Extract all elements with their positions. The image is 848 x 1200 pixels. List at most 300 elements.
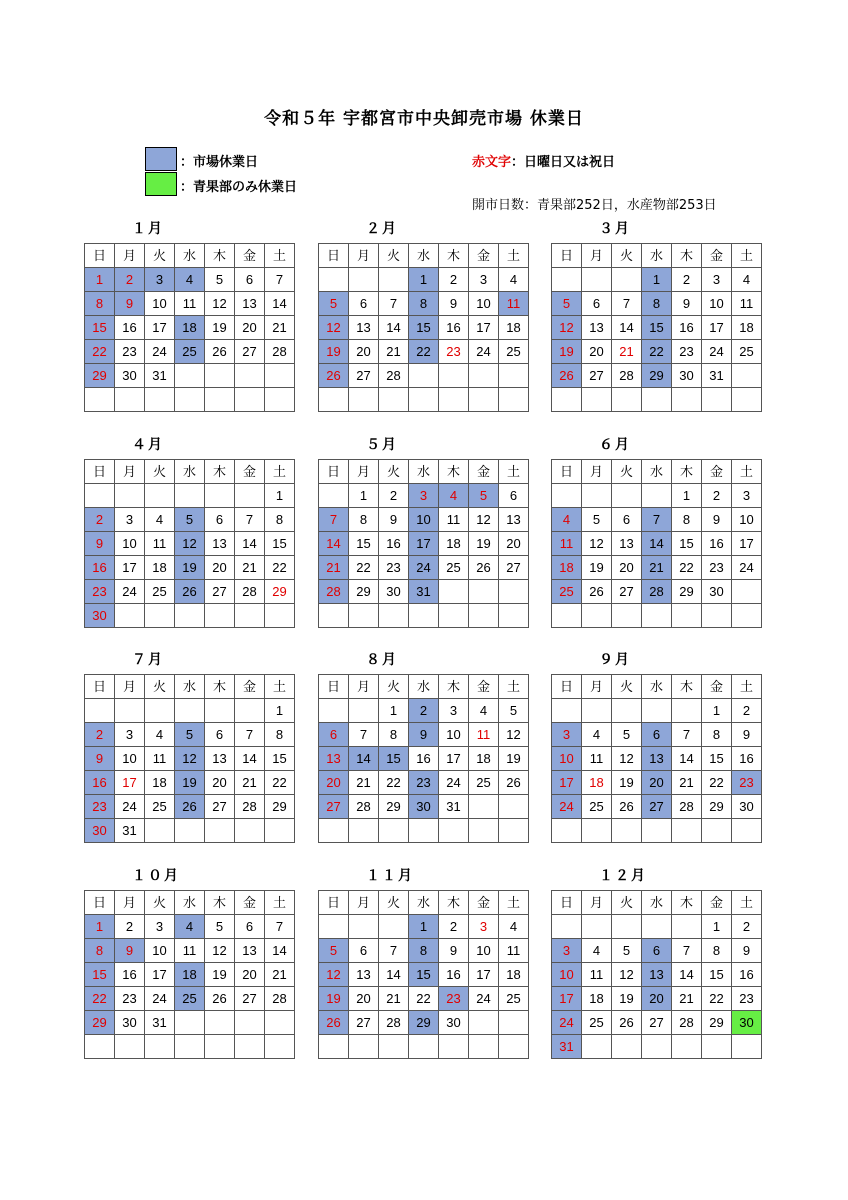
day-cell: 15 [672, 532, 702, 556]
day-cell: 26 [582, 580, 612, 604]
day-cell: 18 [582, 987, 612, 1011]
empty-cell [439, 580, 469, 604]
empty-cell [469, 580, 499, 604]
month-calendar [318, 868, 529, 1059]
day-cell: 1 [265, 484, 295, 508]
day-cell: 20 [235, 963, 265, 987]
weekday-header: 火 [145, 675, 175, 699]
week-row [85, 795, 295, 819]
weekday-header: 水 [642, 675, 672, 699]
week-row [552, 987, 762, 1011]
week-row [319, 1011, 529, 1035]
day-cell: 8 [672, 508, 702, 532]
day-cell: 27 [235, 987, 265, 1011]
empty-cell [319, 268, 349, 292]
empty-cell [642, 604, 672, 628]
weekday-header-row [552, 460, 762, 484]
day-cell: 13 [235, 939, 265, 963]
day-cell: 27 [349, 364, 379, 388]
day-cell: 26 [319, 364, 349, 388]
weekday-header-row [85, 891, 295, 915]
empty-cell [582, 1035, 612, 1059]
empty-cell [552, 484, 582, 508]
week-row [552, 268, 762, 292]
day-cell: 3 [439, 699, 469, 723]
empty-cell [612, 484, 642, 508]
empty-cell [642, 1035, 672, 1059]
day-cell: 22 [409, 340, 439, 364]
day-cell: 20 [205, 771, 235, 795]
day-cell: 21 [612, 340, 642, 364]
day-cell: 29 [265, 795, 295, 819]
month-table [84, 890, 295, 1059]
week-row [85, 699, 295, 723]
day-cell: 6 [582, 292, 612, 316]
month-table [318, 890, 529, 1059]
day-cell: 1 [409, 915, 439, 939]
day-cell: 7 [265, 915, 295, 939]
empty-cell [145, 484, 175, 508]
day-cell: 24 [552, 795, 582, 819]
empty-cell [265, 364, 295, 388]
empty-cell [319, 699, 349, 723]
empty-cell [469, 1011, 499, 1035]
weekday-header: 土 [499, 891, 529, 915]
day-cell: 21 [235, 556, 265, 580]
day-cell: 30 [732, 795, 762, 819]
day-cell: 18 [499, 963, 529, 987]
day-cell: 28 [349, 795, 379, 819]
day-cell: 13 [612, 532, 642, 556]
empty-cell [145, 604, 175, 628]
day-cell: 2 [732, 915, 762, 939]
day-cell: 2 [439, 268, 469, 292]
day-cell: 25 [439, 556, 469, 580]
empty-cell [702, 1035, 732, 1059]
day-cell: 29 [702, 795, 732, 819]
weekday-header: 日 [319, 891, 349, 915]
day-cell: 22 [702, 771, 732, 795]
week-row [319, 556, 529, 580]
day-cell: 22 [349, 556, 379, 580]
day-cell: 4 [582, 939, 612, 963]
day-cell: 3 [115, 508, 145, 532]
day-cell: 27 [642, 795, 672, 819]
week-row [552, 771, 762, 795]
week-row [85, 388, 295, 412]
day-cell: 10 [115, 747, 145, 771]
empty-cell [205, 1011, 235, 1035]
day-cell: 26 [612, 795, 642, 819]
day-cell: 20 [642, 987, 672, 1011]
day-cell: 10 [552, 963, 582, 987]
day-cell: 26 [205, 340, 235, 364]
day-cell: 13 [205, 747, 235, 771]
month-calendar [318, 221, 529, 412]
empty-cell [612, 268, 642, 292]
day-cell: 13 [319, 747, 349, 771]
day-cell: 3 [115, 723, 145, 747]
day-cell: 25 [175, 987, 205, 1011]
day-cell: 6 [499, 484, 529, 508]
day-cell: 8 [642, 292, 672, 316]
day-cell: 31 [145, 1011, 175, 1035]
day-cell: 31 [409, 580, 439, 604]
month-calendar [551, 437, 762, 628]
weekday-header: 日 [85, 891, 115, 915]
day-cell: 25 [175, 340, 205, 364]
day-cell: 9 [85, 747, 115, 771]
empty-cell [672, 915, 702, 939]
month-table [318, 459, 529, 628]
weekday-header: 金 [469, 675, 499, 699]
day-cell: 6 [349, 292, 379, 316]
month-name: ２月 [366, 221, 398, 237]
day-cell: 17 [732, 532, 762, 556]
empty-cell [702, 819, 732, 843]
day-cell: 14 [379, 963, 409, 987]
day-cell: 18 [499, 316, 529, 340]
weekday-header: 土 [499, 675, 529, 699]
empty-cell [235, 388, 265, 412]
empty-cell [552, 604, 582, 628]
day-cell: 14 [672, 963, 702, 987]
week-row [319, 915, 529, 939]
month-table [551, 890, 762, 1059]
day-cell: 2 [409, 699, 439, 723]
empty-cell [265, 1011, 295, 1035]
day-cell: 27 [205, 795, 235, 819]
day-cell: 5 [612, 939, 642, 963]
day-cell: 29 [265, 580, 295, 604]
week-row [85, 604, 295, 628]
day-cell: 9 [732, 723, 762, 747]
day-cell: 10 [115, 532, 145, 556]
month-table [318, 674, 529, 843]
page-title: 令和５年 宇都宮市中央卸売市場 休業日 [264, 109, 584, 129]
day-cell: 6 [349, 939, 379, 963]
week-row [85, 316, 295, 340]
day-cell: 24 [469, 340, 499, 364]
weekday-header: 日 [319, 244, 349, 268]
weekday-header: 火 [145, 891, 175, 915]
empty-cell [205, 364, 235, 388]
weekday-header: 木 [672, 460, 702, 484]
day-cell: 31 [439, 795, 469, 819]
weekday-header-row [85, 675, 295, 699]
month-table [318, 243, 529, 412]
empty-cell [265, 819, 295, 843]
week-row [552, 340, 762, 364]
day-cell: 8 [702, 939, 732, 963]
empty-cell [469, 1035, 499, 1059]
day-cell: 30 [115, 1011, 145, 1035]
day-cell: 9 [409, 723, 439, 747]
empty-cell [145, 1035, 175, 1059]
month-name: １０月 [132, 868, 180, 884]
week-row [85, 532, 295, 556]
day-cell: 21 [642, 556, 672, 580]
day-cell: 19 [582, 556, 612, 580]
day-cell: 18 [439, 532, 469, 556]
month-table [551, 459, 762, 628]
day-cell: 30 [439, 1011, 469, 1035]
day-cell: 22 [85, 340, 115, 364]
weekday-header: 土 [499, 244, 529, 268]
weekday-header: 火 [145, 460, 175, 484]
week-row [552, 508, 762, 532]
day-cell: 29 [379, 795, 409, 819]
empty-cell [235, 604, 265, 628]
week-row [85, 963, 295, 987]
day-cell: 8 [409, 292, 439, 316]
empty-cell [115, 1035, 145, 1059]
weekday-header: 金 [235, 891, 265, 915]
week-row [552, 795, 762, 819]
day-cell: 20 [642, 771, 672, 795]
day-cell: 30 [732, 1011, 762, 1035]
month-calendar [84, 437, 295, 628]
weekday-header: 土 [265, 675, 295, 699]
week-row [85, 771, 295, 795]
weekday-header: 木 [672, 675, 702, 699]
day-cell: 7 [235, 508, 265, 532]
month-name: １１月 [366, 868, 414, 884]
day-cell: 12 [175, 747, 205, 771]
day-cell: 24 [115, 580, 145, 604]
open-days-count: 開市日数：青果部252日，水産物部253日 [472, 198, 717, 213]
empty-cell [205, 484, 235, 508]
weekday-header: 火 [612, 460, 642, 484]
day-cell: 27 [235, 340, 265, 364]
week-row [319, 340, 529, 364]
day-cell: 11 [499, 939, 529, 963]
weekday-header-row [319, 675, 529, 699]
day-cell: 20 [612, 556, 642, 580]
week-row [552, 532, 762, 556]
empty-cell [85, 388, 115, 412]
week-row [319, 939, 529, 963]
empty-cell [145, 388, 175, 412]
empty-cell [499, 604, 529, 628]
week-row [319, 1035, 529, 1059]
empty-cell [175, 484, 205, 508]
day-cell: 25 [499, 987, 529, 1011]
empty-cell [319, 819, 349, 843]
day-cell: 11 [175, 292, 205, 316]
empty-cell [439, 1035, 469, 1059]
weekday-header: 木 [205, 460, 235, 484]
day-cell: 3 [702, 268, 732, 292]
week-row [552, 915, 762, 939]
empty-cell [702, 604, 732, 628]
empty-cell [582, 388, 612, 412]
empty-cell [349, 604, 379, 628]
week-row [319, 795, 529, 819]
empty-cell [379, 268, 409, 292]
week-row [319, 484, 529, 508]
empty-cell [409, 819, 439, 843]
empty-cell [642, 699, 672, 723]
week-row [319, 292, 529, 316]
day-cell: 24 [409, 556, 439, 580]
day-cell: 26 [175, 580, 205, 604]
weekday-header: 金 [702, 460, 732, 484]
day-cell: 3 [145, 268, 175, 292]
month-table [84, 243, 295, 412]
day-cell: 28 [612, 364, 642, 388]
day-cell: 23 [115, 340, 145, 364]
day-cell: 23 [85, 580, 115, 604]
weekday-header: 日 [552, 460, 582, 484]
weekday-header: 金 [469, 460, 499, 484]
day-cell: 3 [409, 484, 439, 508]
empty-cell [379, 604, 409, 628]
day-cell: 6 [205, 508, 235, 532]
week-row [319, 963, 529, 987]
day-cell: 16 [115, 316, 145, 340]
day-cell: 1 [265, 699, 295, 723]
week-row [85, 987, 295, 1011]
empty-cell [552, 699, 582, 723]
day-cell: 2 [702, 484, 732, 508]
empty-cell [642, 819, 672, 843]
month-name: １月 [132, 221, 164, 237]
empty-cell [145, 819, 175, 843]
week-row [319, 532, 529, 556]
weekday-header: 金 [702, 244, 732, 268]
day-cell: 4 [439, 484, 469, 508]
day-cell: 25 [732, 340, 762, 364]
day-cell: 19 [469, 532, 499, 556]
day-cell: 16 [115, 963, 145, 987]
day-cell: 30 [379, 580, 409, 604]
day-cell: 16 [409, 747, 439, 771]
week-row [319, 723, 529, 747]
day-cell: 6 [319, 723, 349, 747]
day-cell: 8 [379, 723, 409, 747]
day-cell: 14 [379, 316, 409, 340]
day-cell: 23 [732, 771, 762, 795]
day-cell: 4 [552, 508, 582, 532]
empty-cell [582, 699, 612, 723]
day-cell: 7 [265, 268, 295, 292]
week-row [552, 747, 762, 771]
weekday-header: 日 [319, 675, 349, 699]
day-cell: 16 [85, 771, 115, 795]
day-cell: 16 [439, 316, 469, 340]
day-cell: 21 [672, 771, 702, 795]
day-cell: 12 [319, 316, 349, 340]
empty-cell [409, 364, 439, 388]
week-row [85, 580, 295, 604]
day-cell: 23 [439, 987, 469, 1011]
day-cell: 17 [115, 556, 145, 580]
weekday-header: 土 [732, 675, 762, 699]
day-cell: 5 [469, 484, 499, 508]
day-cell: 12 [612, 747, 642, 771]
day-cell: 30 [672, 364, 702, 388]
day-cell: 24 [732, 556, 762, 580]
day-cell: 7 [319, 508, 349, 532]
day-cell: 5 [175, 723, 205, 747]
day-cell: 24 [552, 1011, 582, 1035]
day-cell: 12 [205, 292, 235, 316]
month-calendar [318, 437, 529, 628]
day-cell: 18 [552, 556, 582, 580]
day-cell: 13 [349, 963, 379, 987]
empty-cell [175, 699, 205, 723]
weekday-header: 木 [205, 891, 235, 915]
empty-cell [205, 699, 235, 723]
day-cell: 6 [642, 723, 672, 747]
weekday-header: 水 [175, 675, 205, 699]
day-cell: 16 [672, 316, 702, 340]
weekday-header: 火 [612, 244, 642, 268]
month-calendar [318, 652, 529, 843]
weekday-header: 日 [85, 675, 115, 699]
day-cell: 5 [552, 292, 582, 316]
day-cell: 11 [582, 963, 612, 987]
day-cell: 18 [582, 771, 612, 795]
weekday-header: 月 [115, 460, 145, 484]
day-cell: 24 [145, 987, 175, 1011]
month-table [84, 674, 295, 843]
day-cell: 23 [732, 987, 762, 1011]
week-row [552, 364, 762, 388]
day-cell: 19 [175, 771, 205, 795]
day-cell: 25 [552, 580, 582, 604]
week-row [552, 580, 762, 604]
empty-cell [319, 388, 349, 412]
day-cell: 2 [85, 508, 115, 532]
day-cell: 22 [265, 556, 295, 580]
day-cell: 20 [205, 556, 235, 580]
day-cell: 12 [469, 508, 499, 532]
day-cell: 16 [379, 532, 409, 556]
weekday-header: 木 [439, 460, 469, 484]
weekday-header: 金 [469, 244, 499, 268]
weekday-header: 水 [642, 460, 672, 484]
empty-cell [499, 795, 529, 819]
day-cell: 21 [349, 771, 379, 795]
day-cell: 28 [672, 1011, 702, 1035]
week-row [552, 316, 762, 340]
day-cell: 5 [499, 699, 529, 723]
week-row [552, 556, 762, 580]
empty-cell [265, 1035, 295, 1059]
day-cell: 17 [409, 532, 439, 556]
day-cell: 30 [85, 819, 115, 843]
empty-cell [469, 604, 499, 628]
week-row [85, 364, 295, 388]
day-cell: 31 [552, 1035, 582, 1059]
weekday-header: 月 [115, 675, 145, 699]
day-cell: 26 [319, 1011, 349, 1035]
day-cell: 11 [439, 508, 469, 532]
day-cell: 11 [175, 939, 205, 963]
day-cell: 17 [702, 316, 732, 340]
week-row [85, 556, 295, 580]
day-cell: 10 [145, 939, 175, 963]
day-cell: 6 [235, 915, 265, 939]
day-cell: 19 [319, 987, 349, 1011]
day-cell: 8 [265, 723, 295, 747]
empty-cell [115, 699, 145, 723]
weekday-header: 日 [85, 460, 115, 484]
weekday-header: 木 [205, 675, 235, 699]
week-row [552, 723, 762, 747]
